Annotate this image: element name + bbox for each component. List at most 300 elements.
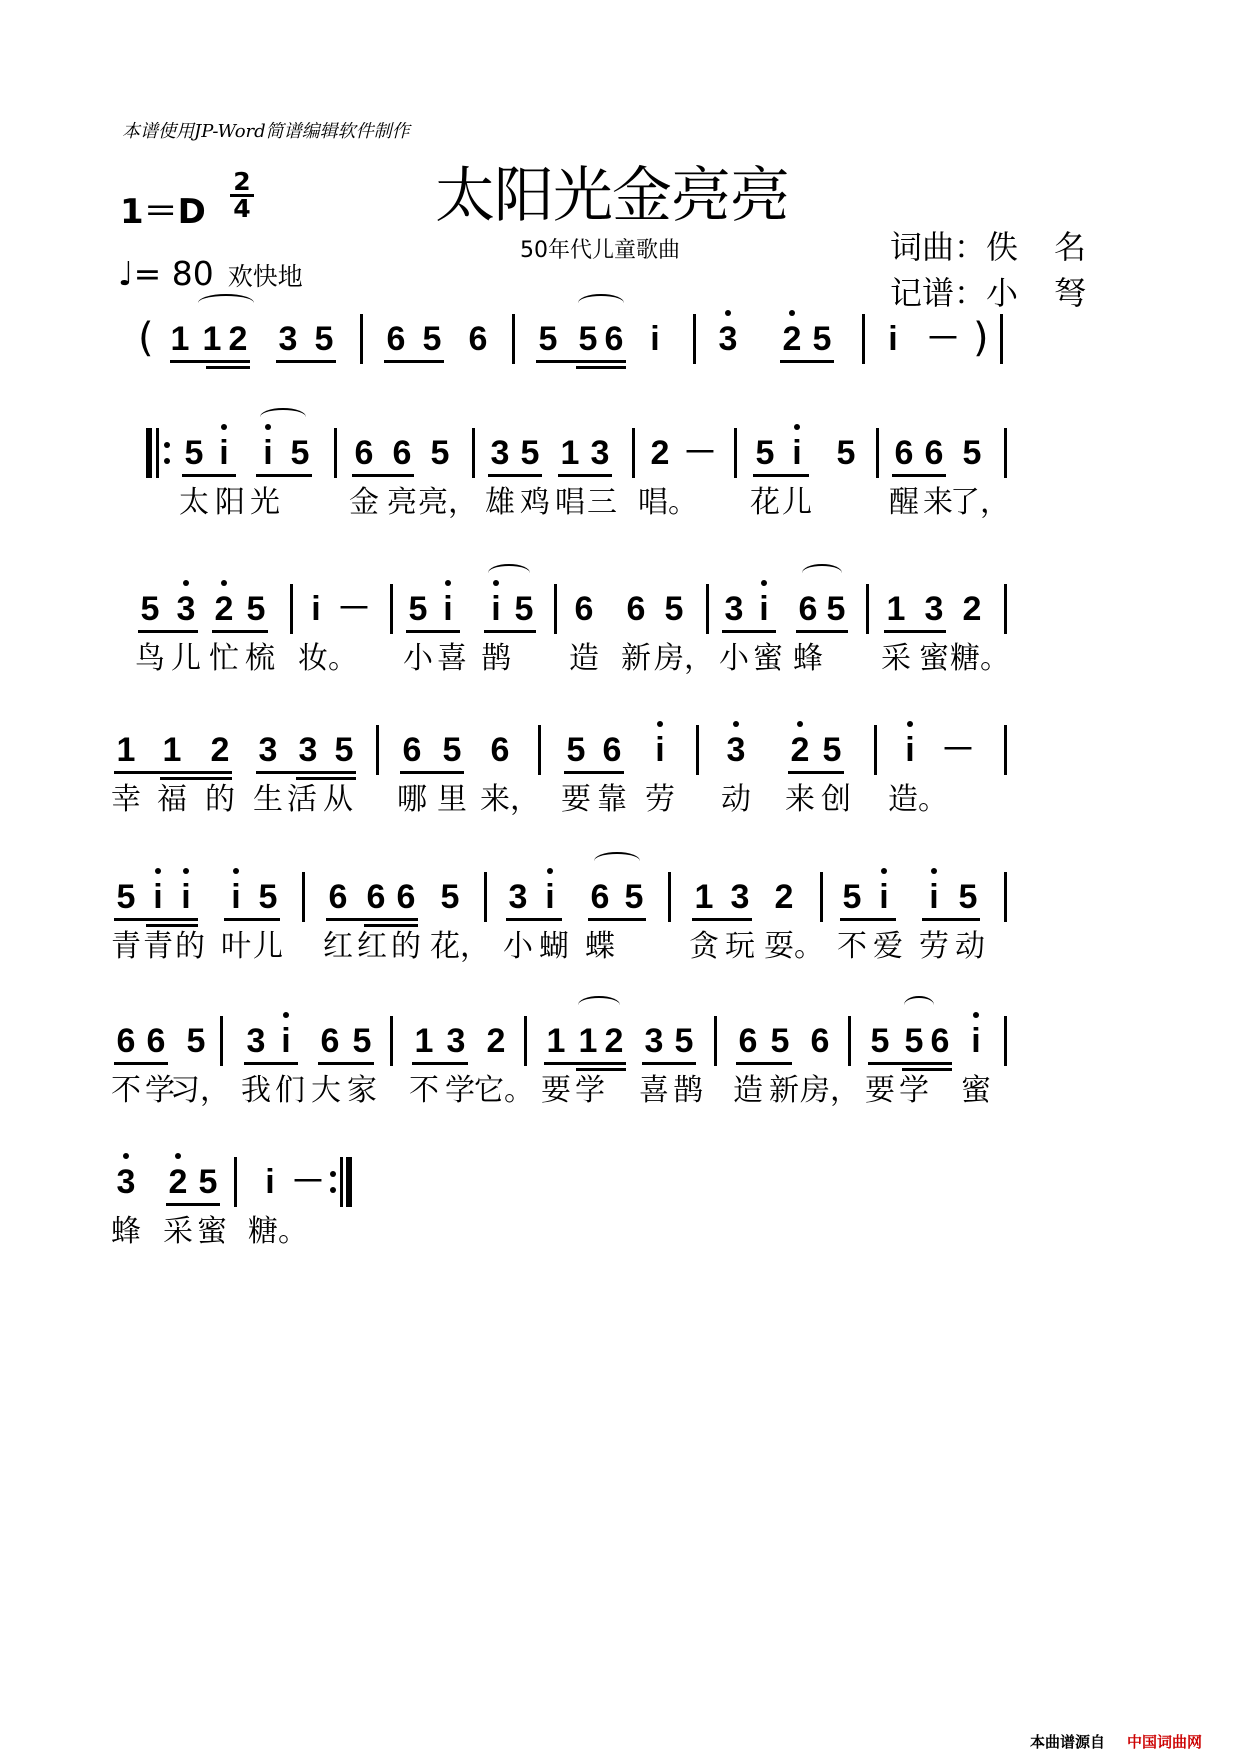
beam-line	[722, 630, 776, 633]
beam-line	[642, 1062, 696, 1065]
note: i	[265, 1163, 275, 1201]
beam-line	[488, 474, 542, 477]
beam-line	[296, 777, 356, 780]
lyric-syllable: 光	[250, 485, 280, 520]
note: 5	[822, 731, 842, 769]
lyricist-line	[890, 224, 1088, 270]
note: 3	[724, 590, 744, 628]
beam-line	[224, 918, 280, 921]
note: 5	[290, 434, 310, 472]
slur	[802, 564, 842, 582]
note: 6	[924, 434, 944, 472]
lyricist-label: 词曲：	[890, 228, 987, 266]
beam-line	[892, 474, 946, 477]
repeat-end-thin	[340, 1157, 343, 1207]
lyric-syllable: 福	[157, 782, 187, 817]
lyric-syllable: 三	[587, 485, 617, 520]
note: i	[879, 878, 889, 916]
note: 5	[870, 1022, 890, 1060]
lyric-syllable: 来	[785, 782, 815, 817]
note: i	[153, 878, 163, 916]
lyric-syllable: 雄	[485, 485, 515, 520]
beam-line	[588, 918, 646, 921]
lyric-syllable: 梳	[245, 641, 275, 676]
beam-line	[182, 474, 236, 477]
note: 1	[694, 878, 714, 916]
note: i	[181, 878, 191, 916]
note: －	[926, 320, 960, 358]
transcriber-name: 小 弩	[986, 274, 1089, 312]
lyric-syllable: 蝶	[585, 929, 615, 964]
repeat-dot	[164, 442, 170, 448]
lyric-syllable: 鸟	[135, 641, 165, 676]
lyric-syllable: 鸡	[520, 485, 550, 520]
beam-line	[170, 360, 250, 363]
lyric-syllable: 的	[205, 782, 235, 817]
note: 6	[366, 878, 386, 916]
high-octave-dot	[547, 868, 553, 874]
lyric-syllable: 唱	[555, 485, 585, 520]
lyric-syllable: 新	[769, 1073, 799, 1108]
lyric-syllable: 造	[733, 1073, 763, 1108]
note: 2	[214, 590, 234, 628]
high-octave-dot	[183, 868, 189, 874]
note: 3	[590, 434, 610, 472]
barline	[538, 725, 541, 775]
footer-source	[1030, 1731, 1202, 1752]
lyric-syllable: 蜜	[197, 1214, 227, 1249]
note: i	[263, 434, 273, 472]
note: 2	[210, 731, 230, 769]
high-octave-dot	[761, 580, 767, 586]
note: 6	[328, 878, 348, 916]
repeat-start-thick	[146, 428, 152, 478]
barline	[848, 1016, 851, 1066]
barline	[390, 1016, 393, 1066]
note: 5	[246, 590, 266, 628]
barline	[1004, 725, 1007, 775]
note: 5	[352, 1022, 372, 1060]
note: －	[683, 434, 717, 472]
barline	[484, 872, 487, 922]
high-octave-dot	[797, 721, 803, 727]
lyric-syllable: 蜜	[961, 1073, 991, 1108]
high-octave-dot	[123, 1153, 129, 1159]
lyric-syllable: 要	[865, 1073, 895, 1108]
beam-line	[796, 630, 848, 633]
note: －	[337, 590, 371, 628]
note: 5	[422, 320, 442, 358]
repeat-dot	[330, 1187, 336, 1193]
high-octave-dot	[265, 424, 271, 430]
note: 2	[790, 731, 810, 769]
lyric-syllable: 儿	[171, 641, 201, 676]
slur	[904, 996, 934, 1014]
note: 5	[440, 878, 460, 916]
beam-line	[114, 1062, 168, 1065]
beam-line	[558, 474, 612, 477]
barline	[554, 584, 557, 634]
barline	[714, 1016, 717, 1066]
note: 5	[958, 878, 978, 916]
beam-line	[146, 924, 198, 927]
lyric-syllable: 们	[275, 1073, 305, 1108]
high-octave-dot	[789, 310, 795, 316]
time-signature	[228, 167, 256, 223]
lyric-syllable: 叶	[221, 929, 251, 964]
note: 1	[116, 731, 136, 769]
beam-line	[544, 1062, 626, 1065]
note: 6	[626, 590, 646, 628]
beam-line	[564, 771, 624, 774]
note: 5	[186, 1022, 206, 1060]
note: 1	[560, 434, 580, 472]
lyric-syllable: 花	[750, 485, 780, 520]
lyric-syllable: 唱。	[638, 485, 698, 520]
beam-line	[922, 918, 980, 921]
note: 5	[578, 320, 598, 358]
beam-line	[484, 630, 536, 633]
slur	[578, 294, 624, 312]
barline	[866, 584, 869, 634]
barline	[1004, 428, 1007, 478]
footer-source-label: 本曲谱源自	[1030, 1733, 1106, 1751]
lyric-syllable: 贪	[689, 929, 719, 964]
high-octave-dot	[973, 1012, 979, 1018]
note: 6	[930, 1022, 950, 1060]
note: 3	[116, 1163, 136, 1201]
note: 5	[842, 878, 862, 916]
note: i	[443, 590, 453, 628]
note: 2	[604, 1022, 624, 1060]
high-octave-dot	[931, 868, 937, 874]
note: 1	[162, 731, 182, 769]
high-octave-dot	[881, 868, 887, 874]
note: 6	[386, 320, 406, 358]
note: 2	[486, 1022, 506, 1060]
beam-line	[412, 1062, 468, 1065]
mood-marking: 欢快地	[227, 262, 303, 291]
high-octave-dot	[733, 721, 739, 727]
note: 6	[604, 320, 624, 358]
repeat-end-thick	[346, 1157, 352, 1207]
note: 2	[962, 590, 982, 628]
lyric-syllable: 小	[503, 929, 533, 964]
lyric-syllable: 糖。	[950, 641, 1010, 676]
note: 3	[298, 731, 318, 769]
lyric-syllable: 亮	[387, 485, 417, 520]
beam-line	[868, 1062, 952, 1065]
lyric-syllable: 爱	[873, 929, 903, 964]
note: 5	[755, 434, 775, 472]
lyric-syllable: 了，	[950, 485, 1010, 520]
note: i	[929, 878, 939, 916]
lyric-syllable: 蜜	[753, 641, 783, 676]
beam-line	[160, 777, 232, 780]
slur	[198, 294, 254, 312]
beam-line	[840, 918, 896, 921]
lyric-syllable: 学	[145, 1073, 175, 1108]
barline	[524, 1016, 527, 1066]
note: 3	[726, 731, 746, 769]
open-paren: (	[138, 315, 154, 361]
note: 5	[826, 590, 846, 628]
beam-line	[276, 360, 336, 363]
lyric-syllable: 忙	[209, 641, 239, 676]
lyric-syllable: 小	[719, 641, 749, 676]
high-octave-dot	[445, 580, 451, 586]
lyric-syllable: 造	[569, 641, 599, 676]
note: 6	[590, 878, 610, 916]
note: 6	[468, 320, 488, 358]
key-signature: 1＝D	[120, 192, 206, 232]
note: 3	[508, 878, 528, 916]
lyric-syllable: 醒	[889, 485, 919, 520]
lyric-syllable: 喜	[437, 641, 467, 676]
lyric-syllable: 花，	[430, 929, 490, 964]
note: i	[491, 590, 501, 628]
lyric-syllable: 家	[347, 1073, 377, 1108]
barline	[693, 314, 696, 364]
note: 3	[258, 731, 278, 769]
lyric-syllable: 靠	[597, 782, 627, 817]
note: 3	[924, 590, 944, 628]
note: 6	[396, 878, 416, 916]
note: 5	[624, 878, 644, 916]
lyric-syllable: 劳	[919, 929, 949, 964]
lyric-syllable: 造。	[888, 782, 948, 817]
lyric-syllable: 活	[287, 782, 317, 817]
note: i	[650, 320, 660, 358]
beam-line	[364, 924, 418, 927]
barline	[234, 1157, 237, 1207]
beam-line	[902, 1068, 952, 1071]
note: 3	[644, 1022, 664, 1060]
note: 5	[962, 434, 982, 472]
lyric-syllable: 它。	[474, 1073, 534, 1108]
lyric-syllable: 来	[923, 485, 953, 520]
barline	[472, 428, 475, 478]
beam-line	[138, 630, 198, 633]
high-octave-dot	[794, 424, 800, 430]
lyric-syllable: 学	[445, 1073, 475, 1108]
lyric-syllable: 学	[575, 1073, 605, 1108]
lyric-syllable: 蜂	[111, 1214, 141, 1249]
note: 6	[116, 1022, 136, 1060]
note: 3	[490, 434, 510, 472]
high-octave-dot	[725, 310, 731, 316]
note: 2	[774, 878, 794, 916]
lyric-syllable: 妆。	[298, 641, 358, 676]
note: 2	[228, 320, 248, 358]
note: 5	[430, 434, 450, 472]
beam-line	[536, 360, 626, 363]
transcriber-line	[890, 270, 1088, 316]
high-octave-dot	[657, 721, 663, 727]
barline	[1004, 872, 1007, 922]
credits	[890, 224, 1088, 316]
beam-line	[576, 366, 626, 369]
barline	[360, 314, 363, 364]
lyric-syllable: 房，	[800, 1073, 860, 1108]
barline	[696, 725, 699, 775]
lyric-syllable: 耍。	[764, 929, 824, 964]
note: 6	[602, 731, 622, 769]
note: 5	[184, 434, 204, 472]
high-octave-dot	[175, 1153, 181, 1159]
repeat-dot	[330, 1171, 336, 1177]
high-octave-dot	[233, 868, 239, 874]
close-paren: )	[973, 315, 989, 361]
note: 3	[278, 320, 298, 358]
page-subtitle: 50年代儿童歌曲	[520, 238, 680, 263]
barline	[632, 428, 635, 478]
beam-line	[244, 1062, 298, 1065]
lyric-syllable: 不	[409, 1073, 439, 1108]
beam-line	[114, 771, 232, 774]
beam-line	[788, 771, 844, 774]
high-octave-dot	[183, 580, 189, 586]
barline	[668, 872, 671, 922]
note: 5	[514, 590, 534, 628]
note: 5	[770, 1022, 790, 1060]
lyric-syllable: 喜	[639, 1073, 669, 1108]
note: i	[219, 434, 229, 472]
high-octave-dot	[221, 424, 227, 430]
repeat-start-thin	[156, 428, 159, 478]
note: 5	[140, 590, 160, 628]
beam-line	[318, 1062, 374, 1065]
note: 6	[320, 1022, 340, 1060]
note: 5	[408, 590, 428, 628]
barline	[302, 872, 305, 922]
transcriber-label: 记谱：	[890, 274, 987, 312]
note: i	[545, 878, 555, 916]
note: 1	[202, 320, 222, 358]
tempo-marking	[118, 254, 303, 293]
slur	[594, 852, 640, 870]
beam-line	[206, 366, 250, 369]
note: 1	[886, 590, 906, 628]
beam-line	[166, 1203, 220, 1206]
note: 2	[782, 320, 802, 358]
lyric-syllable: 儿	[253, 929, 283, 964]
barline	[220, 1016, 223, 1066]
barline	[874, 725, 877, 775]
tempo-value: ♩= 80	[118, 254, 214, 293]
lyric-syllable: 玩	[725, 929, 755, 964]
note: i	[905, 731, 915, 769]
lyric-syllable: 小	[403, 641, 433, 676]
note: 5	[836, 434, 856, 472]
note: 1	[414, 1022, 434, 1060]
slur	[578, 996, 620, 1014]
beam-line	[326, 918, 418, 921]
lyric-syllable: 青	[143, 929, 173, 964]
barline	[1000, 314, 1003, 364]
barline	[512, 314, 515, 364]
note: i	[281, 1022, 291, 1060]
note: 3	[176, 590, 196, 628]
note: 5	[116, 878, 136, 916]
barline	[334, 428, 337, 478]
time-signature-bottom: 4	[233, 194, 251, 223]
beam-line	[506, 918, 562, 921]
note: 6	[894, 434, 914, 472]
note: 6	[490, 731, 510, 769]
lyric-syllable: 要	[541, 1073, 571, 1108]
lyric-syllable: 要	[561, 782, 591, 817]
lyric-syllable: 房，	[654, 641, 714, 676]
barline	[376, 725, 379, 775]
note: 3	[446, 1022, 466, 1060]
beam-line	[406, 630, 460, 633]
note: 5	[442, 731, 462, 769]
lyric-syllable: 的	[391, 929, 421, 964]
note: 5	[904, 1022, 924, 1060]
note: 5	[334, 731, 354, 769]
note: i	[655, 731, 665, 769]
lyric-syllable: 新	[621, 641, 651, 676]
lyric-syllable: 幸	[111, 782, 141, 817]
beam-line	[256, 771, 356, 774]
note: i	[792, 434, 802, 472]
lyric-syllable: 动	[955, 929, 985, 964]
beam-line	[780, 360, 834, 363]
lyric-syllable: 红	[357, 929, 387, 964]
note: 6	[354, 434, 374, 472]
lyric-syllable: 糖。	[248, 1214, 308, 1249]
page-title: 太阳光金亮亮	[435, 161, 789, 231]
note: 3	[246, 1022, 266, 1060]
note: 5	[664, 590, 684, 628]
note: 1	[546, 1022, 566, 1060]
slur	[488, 564, 530, 582]
note: －	[941, 731, 975, 769]
note: 3	[718, 320, 738, 358]
lyric-syllable: 儿	[782, 485, 812, 520]
lyricist-name: 佚 名	[986, 228, 1089, 266]
lyric-syllable: 鹊	[673, 1073, 703, 1108]
lyric-syllable: 蜂	[793, 641, 823, 676]
note: 6	[810, 1022, 830, 1060]
barline	[876, 428, 879, 478]
note: 1	[578, 1022, 598, 1060]
barline	[862, 314, 865, 364]
lyric-syllable: 动	[721, 782, 751, 817]
beam-line	[384, 360, 444, 363]
lyric-syllable: 习，	[170, 1073, 230, 1108]
lyric-syllable: 我	[241, 1073, 271, 1108]
high-octave-dot	[283, 1012, 289, 1018]
lyric-syllable: 鹊	[481, 641, 511, 676]
beam-line	[352, 474, 414, 477]
footer-site-name: 中国词曲网	[1127, 1733, 1203, 1751]
note: －	[291, 1163, 325, 1201]
lyric-syllable: 哪	[397, 782, 427, 817]
lyric-syllable: 里	[437, 782, 467, 817]
software-note: 本谱使用JP-Word简谱编辑软件制作	[122, 121, 410, 142]
note: 5	[538, 320, 558, 358]
note: 6	[146, 1022, 166, 1060]
barline	[290, 584, 293, 634]
beam-line	[400, 771, 464, 774]
barline	[734, 428, 737, 478]
beam-line	[256, 474, 312, 477]
beam-line	[884, 630, 946, 633]
lyric-syllable: 创	[821, 782, 851, 817]
lyric-syllable: 生	[253, 782, 283, 817]
